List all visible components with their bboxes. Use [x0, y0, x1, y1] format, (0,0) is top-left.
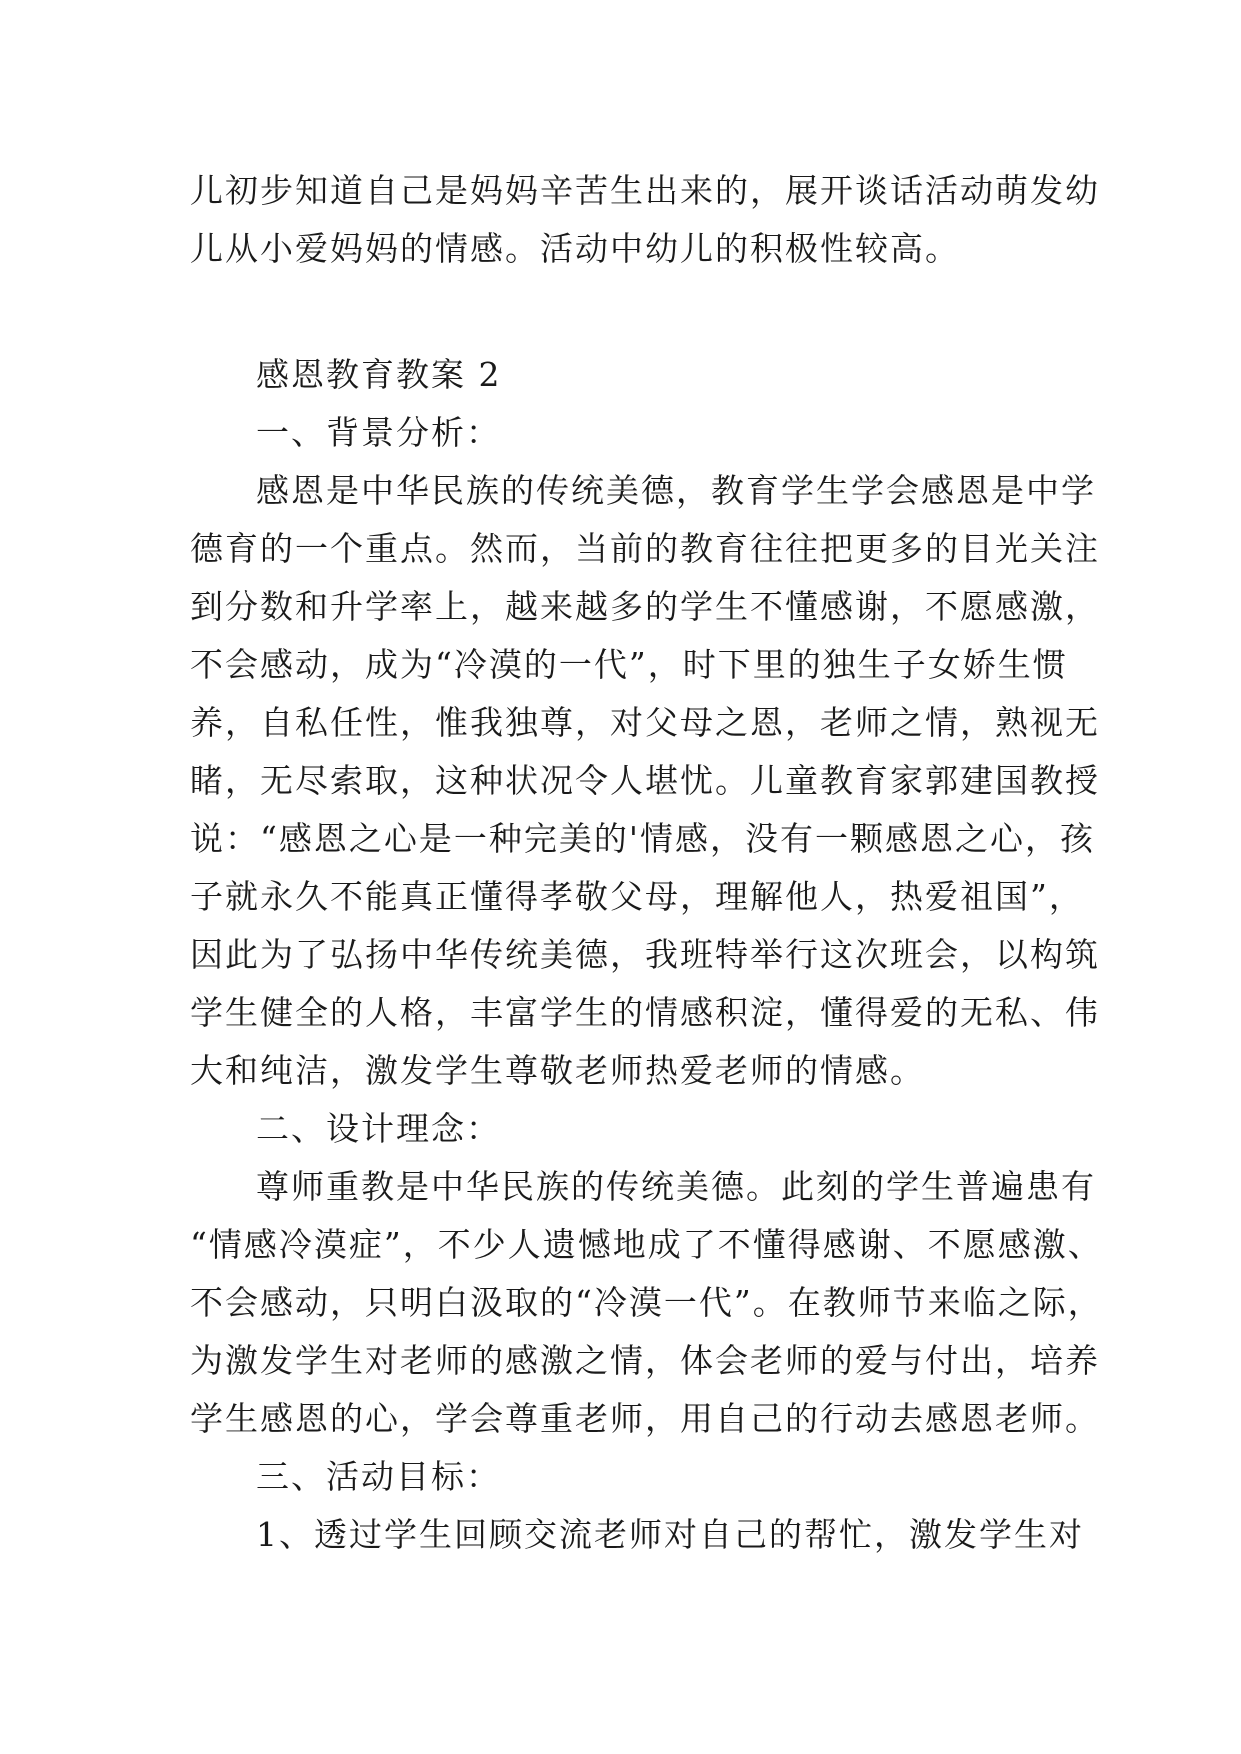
- text-line: 儿从小爱妈妈的情感。活动中幼儿的积极性较高。: [190, 229, 960, 268]
- document-body: [190, 162, 1103, 1564]
- text-line: 1、透过学生回顾交流老师对自己的帮忙，激发学生对: [256, 1515, 1084, 1554]
- text-line: 不会感动，只明白汲取的“冷漠一代”。在教师节来临之际，: [190, 1283, 1103, 1322]
- text-line: 为激发学生对老师的感激之情，体会老师的爱与付出，培养: [190, 1341, 1100, 1380]
- heading-goals: 三、活动目标：: [256, 1457, 501, 1496]
- text-line: 因此为了弘扬中华传统美德，我班特举行这次班会，以构筑: [190, 935, 1100, 974]
- text-line: 尊师重教是中华民族的传统美德。此刻的学生普遍患有: [256, 1167, 1096, 1206]
- text-line: 大和纯洁，激发学生尊敬老师热爱老师的情感。: [190, 1051, 925, 1090]
- section-title: 感恩教育教案 2: [256, 355, 502, 394]
- text-line: 感恩是中华民族的传统美德，教育学生学会感恩是中学: [256, 471, 1096, 510]
- text-line: 德育的一个重点。然而，当前的教育往往把更多的目光关注: [190, 529, 1100, 568]
- heading-design: 二、设计理念：: [256, 1109, 501, 1148]
- text-line: 学生感恩的心，学会尊重老师，用自己的行动去感恩老师。: [190, 1399, 1100, 1438]
- paragraph-gap: [190, 278, 1050, 346]
- text-line: “情感冷漠症”，不少人遗憾地成了不懂得感谢、不愿感激、: [190, 1225, 1103, 1264]
- text-line: 学生健全的人格，丰富学生的情感积淀，懂得爱的无私、伟: [190, 993, 1100, 1032]
- text-line: 养，自私任性，惟我独尊，对父母之恩，老师之情，熟视无: [190, 703, 1100, 742]
- heading-background: 一、背景分析：: [256, 413, 501, 452]
- text-line: 睹，无尽索取，这种状况令人堪忧。儿童教育家郭建国教授: [190, 761, 1100, 800]
- text-line: 到分数和升学率上，越来越多的学生不懂感谢，不愿感激，: [190, 587, 1100, 626]
- text-line: 不会感动，成为“冷漠的一代”，时下里的独生子女娇生惯: [190, 645, 1068, 684]
- text-line: 子就永久不能真正懂得孝敬父母，理解他人，热爱祖国”，: [190, 877, 1084, 916]
- text-line: 说：“感恩之心是一种完美的'情感，没有一颗感恩之心，孩: [190, 819, 1095, 858]
- text-line: 儿初步知道自己是妈妈辛苦生出来的，展开谈话活动萌发幼: [190, 171, 1100, 210]
